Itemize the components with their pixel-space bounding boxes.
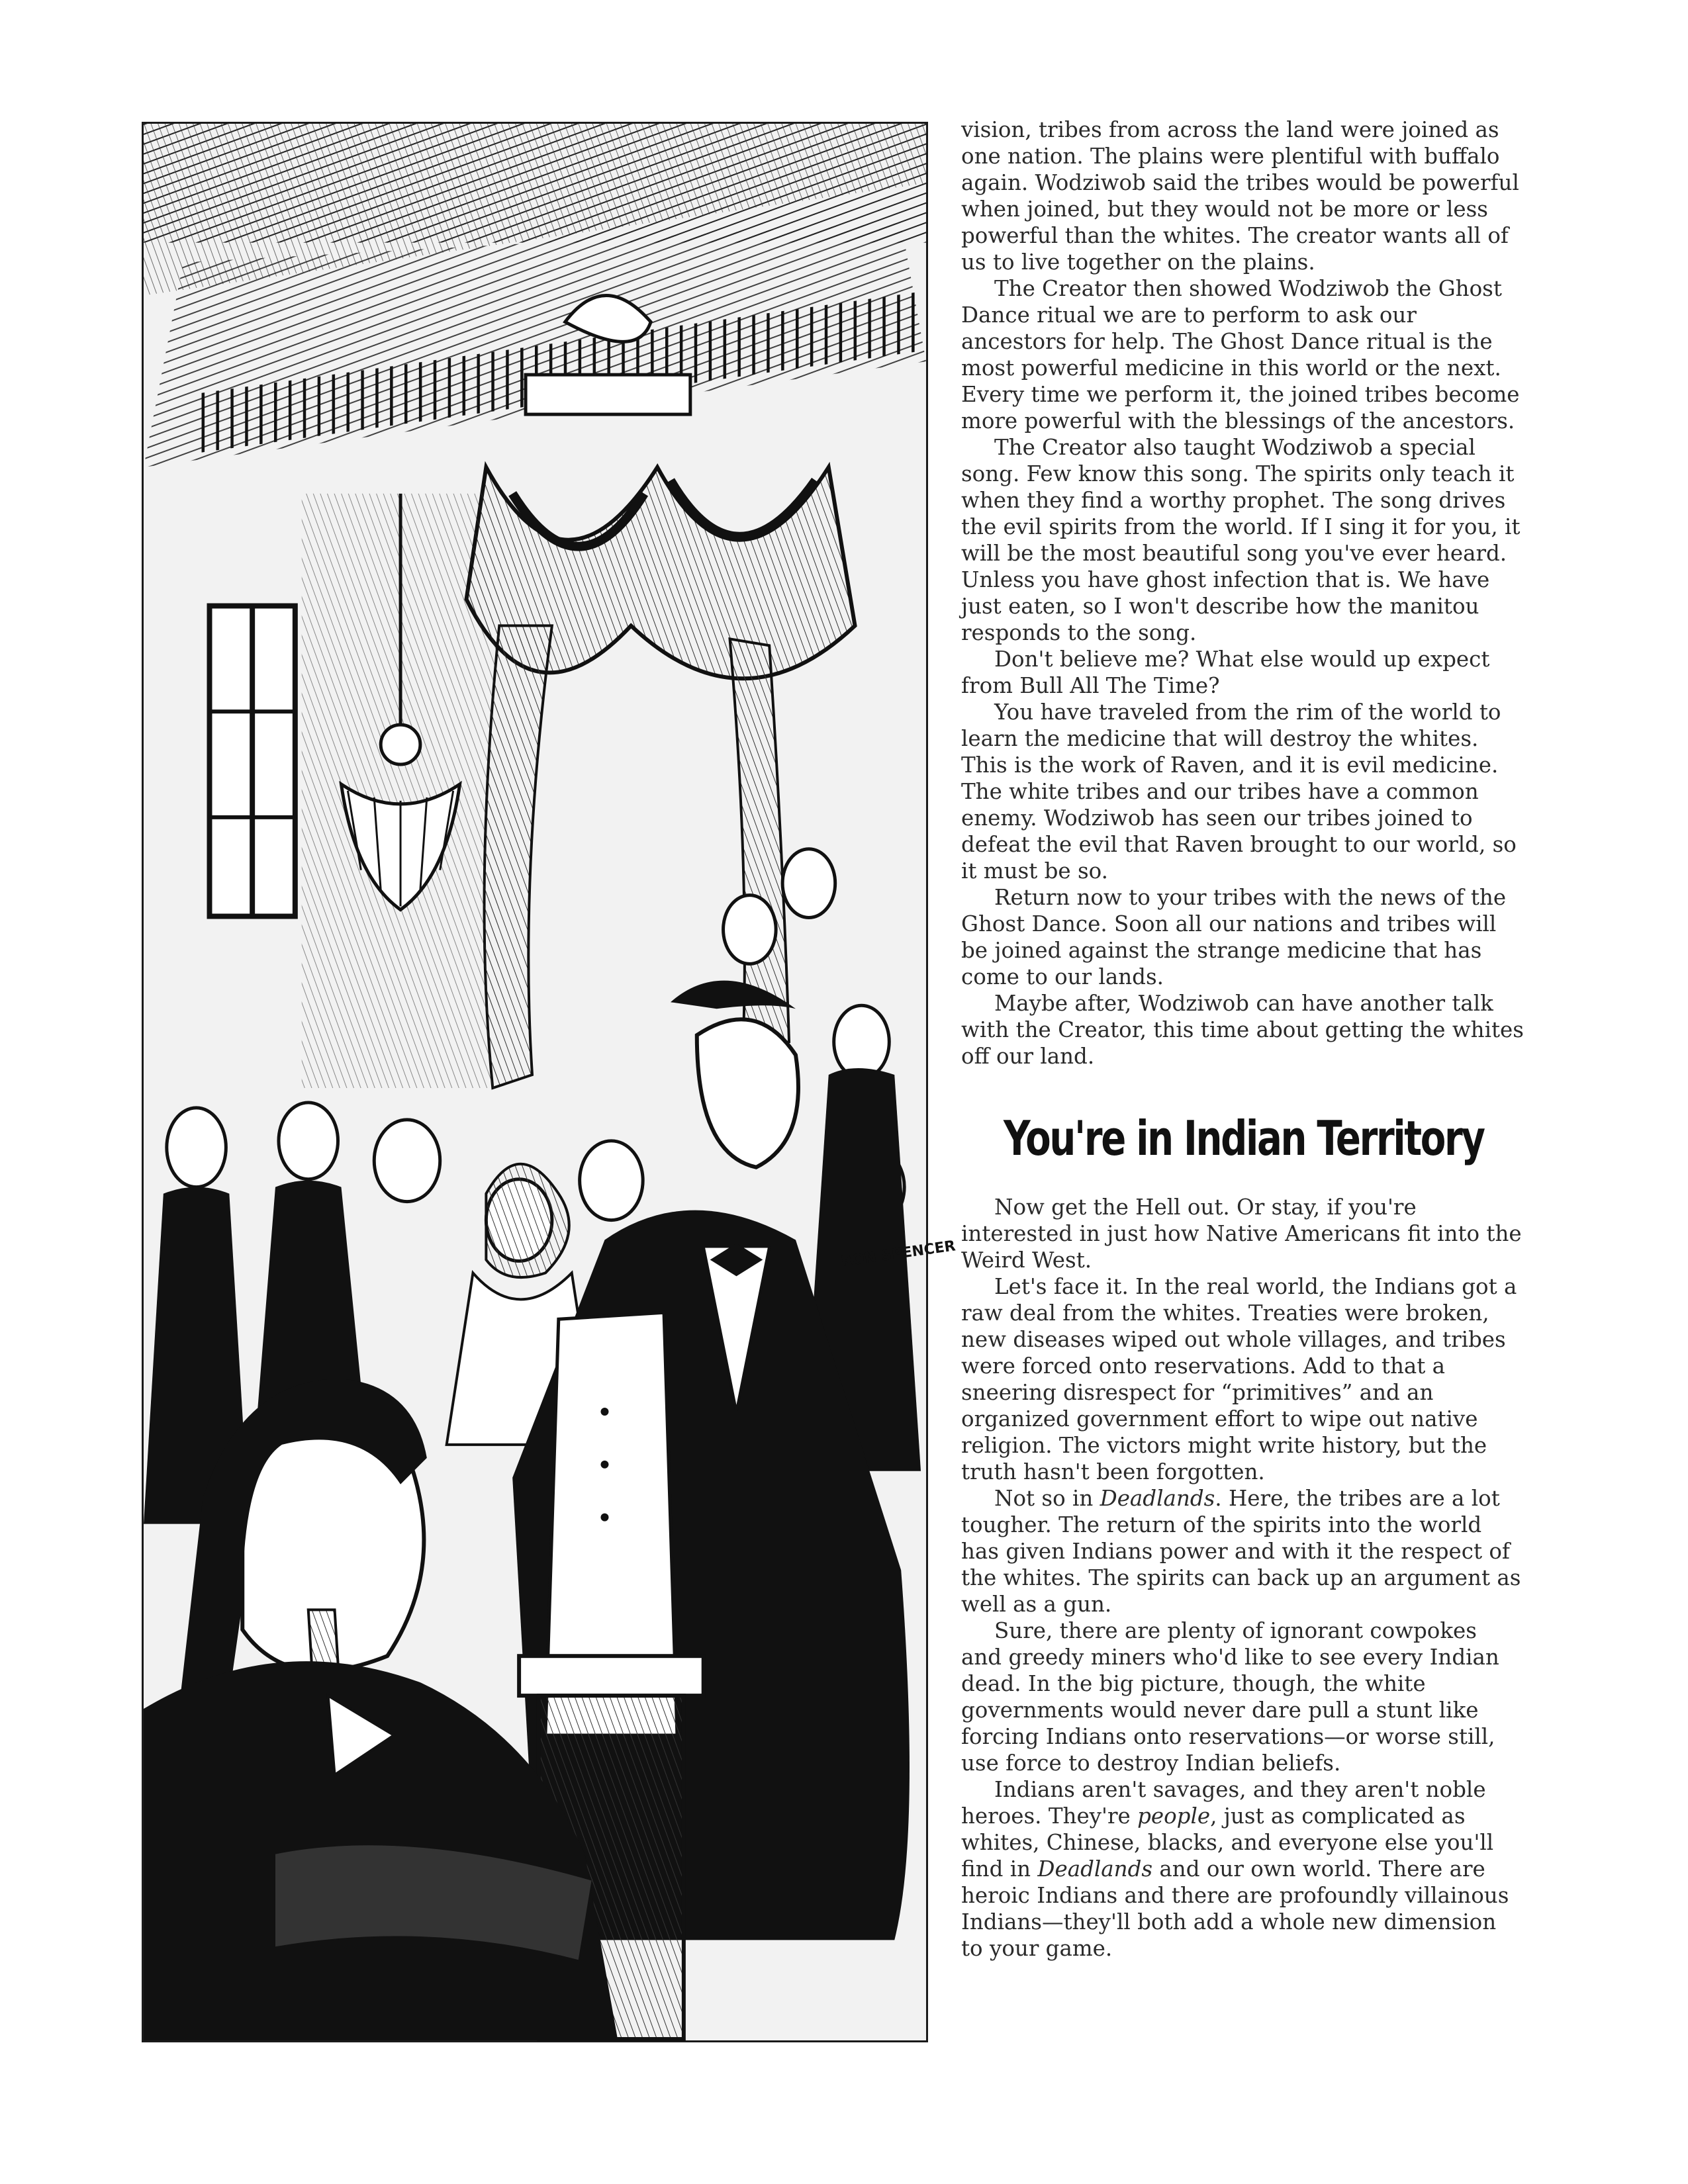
section-heading: You're in Indian Territory [1004, 1111, 1484, 1166]
paragraph: Don't believe me? What else would up expect from Bull All The Time? [961, 647, 1490, 698]
paragraph: The Creator also taught Wodziwob a special song. Few know this song. The spirits only teach it when they find a worthy prophet. The song drives the evil spirits from the world. If I sing it for you, it will be the most beautiful song you've ever heard. Unless you have ghost infection that is. We have just eaten, so I won't describe how the manitou responds to the song. [961, 435, 1521, 645]
section-intro [961, 116, 1524, 1069]
ballroom-illustration [142, 122, 957, 2042]
text-run: . Here, the tribes are a lot tougher. The return of the spirits into the world has given Indians power and with it the respect of the whites. The spirits can back up an argument as well as a gun. [961, 1486, 1521, 1617]
paragraph: The Creator then showed Wodziwob the Ghost Dance ritual we are to perform to ask our ancestors for help. The Ghost Dance ritual is the most powerful medicine in this world or the next. Every time we perform it, the joined tribes become more powerful with the blessings of the ancestors. [961, 276, 1520, 433]
section-indian-territory [961, 1194, 1524, 1962]
emphasis-text: Deadlands [1037, 1856, 1153, 1882]
emphasis-text: people [1137, 1803, 1211, 1829]
paragraph: Now get the Hell out. Or stay, if you're interested in just how Native Americans fit into the Weird West. [961, 1195, 1522, 1273]
paragraph: Return now to your tribes with the news of the Ghost Dance. Soon all our nations and tribes will be joined against the strange medicine that has come to our lands. [961, 885, 1507, 989]
emphasis-text: Deadlands [1100, 1486, 1215, 1511]
artist-signature: RON SPENCER [840, 1238, 957, 1271]
paragraph [961, 1776, 1524, 1962]
paragraph: Let's face it. In the real world, the Indians got a raw deal from the whites. Treaties were broken, new diseases wiped out whole villages, and tribes were forced onto reservations. Add to that a sneering disrespect for “primitives” and an organized government effort to wipe out native religion. The victors might write history, but the truth hasn't been forgotten. [961, 1274, 1517, 1484]
text-run: and our own world. There are heroic Indians and there are profoundly villainous Indians—they'll both add a whole new dimension to your game. [961, 1856, 1509, 1961]
text-run: , just as complicated as whites, Chinese, blacks, and everyone else you'll find in [961, 1803, 1494, 1882]
paragraph: You have traveled from the rim of the world to learn the medicine that will destroy the whites. This is the work of Raven, and it is evil medicine. The white tribes and our tribes have a common enemy. Wodziwob has seen our tribes joined to defeat the evil that Raven brought to our world, so it must be so. [961, 700, 1517, 884]
text-run: Not so in [994, 1486, 1100, 1511]
paragraph: Sure, there are plenty of ignorant cowpokes and greedy miners who'd like to see every Indian dead. In the big picture, though, the white governments would never dare pull a stunt like forcing Indians onto reservations—or worse still, use force to destroy Indian beliefs. [961, 1618, 1499, 1776]
paragraph [961, 1485, 1524, 1617]
paragraph: Maybe after, Wodziwob can have another talk with the Creator, this time about getting the whites off our land. [961, 991, 1524, 1069]
text-column [961, 116, 1524, 1962]
ballroom-drawing [144, 124, 957, 2040]
text-run: Indians aren't savages, and they aren't noble heroes. They're [961, 1777, 1486, 1829]
paragraph: vision, tribes from across the land were joined as one nation. The plains were plentiful with buffalo again. Wodziwob said the tribes would be powerful when joined, but they would not be more or less powerful than the whites. The creator wants all of us to live together on the plains. [961, 117, 1519, 275]
